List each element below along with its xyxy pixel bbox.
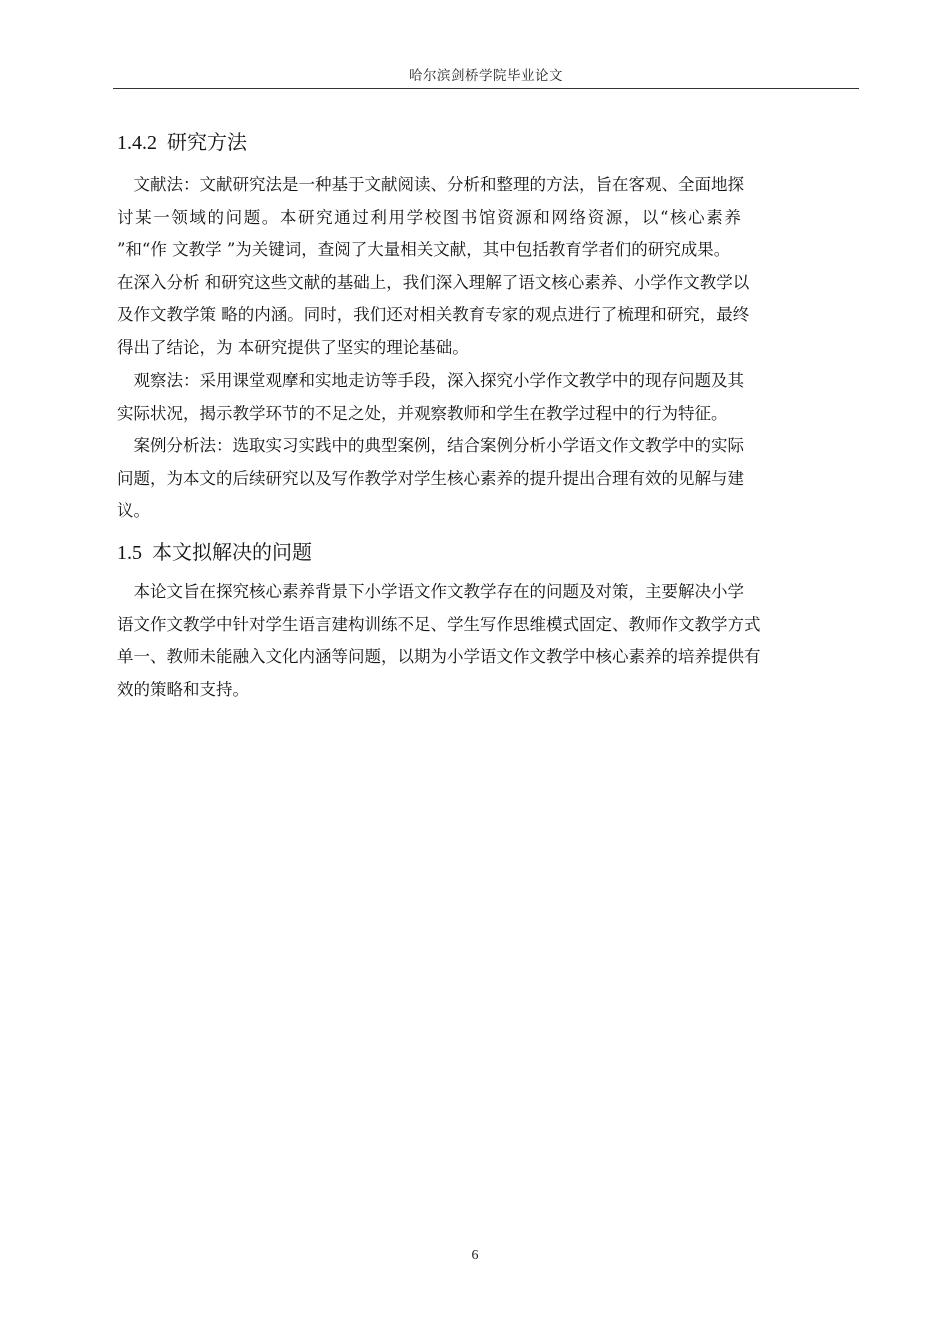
paragraph-observation-method [117,365,861,430]
text-line: 实际状况，揭示教学环节的不足之处，并观察教师和学生在教学过程中的行为特征。 [117,403,728,423]
page-number: 6 [471,1248,479,1263]
text-line: 得出了结论，为 本研究提供了坚实的理论基础。 [117,337,469,357]
paragraph-problems-to-solve [117,576,861,706]
section-title: 本文拟解决的问题 [152,540,312,564]
text-line: 效的策略和支持。 [117,679,249,699]
text-line: 问题，为本文的后续研究以及写作教学对学生核心素养的提升提出合理有效的见解与建 [117,468,744,488]
paragraph-case-analysis-method [117,430,861,528]
text-line: 本论文旨在探究核心素养背景下小学语文作文教学存在的问题及对策，主要解决小学 [117,582,744,601]
text-line: ”和“作 文教学 ”为关键词，查阅了大量相关文献，其中包括教育学者们的研究成果。 [117,240,731,259]
paragraph-literature-method [117,169,861,364]
text-line: 案例分析法：选取实习实践中的典型案例，结合案例分析小学语文作文教学中的实际 [117,436,744,455]
text-line: 及作文教学策 略的内涵。同时，我们还对相关教育专家的观点进行了梳理和研究，最终 [117,305,750,324]
text-line: 讨某一领域的问题。本研究通过利用学校图书馆资源和网络资源，以“核心素养 [117,207,743,227]
section-title: 研究方法 [167,130,247,154]
header-rule [113,88,859,89]
text-line: 语文作文教学中针对学生语言建构训练不足、学生写作思维模式固定、教师作文教学方式 [117,614,761,634]
section-number: 1.4.2 [117,132,157,154]
text-line: 在深入分析 和研究这些文献的基础上，我们深入理解了语文核心素养、小学作文教学以 [117,272,750,292]
text-line: 议。 [117,501,150,520]
section-heading-1-5 [117,536,312,565]
section-heading-1-4-2 [117,126,247,155]
running-header: 哈尔滨剑桥学院毕业论文 [409,68,563,84]
text-line: 文献法：文献研究法是一种基于文献阅读、分析和整理的方法，旨在客观、全面地探 [117,175,744,194]
text-line: 单一、教师未能融入文化内涵等问题，以期为小学语文作文教学中核心素养的培养提供有 [117,647,761,666]
section-number: 1.5 [117,542,142,564]
text-line: 观察法：采用课堂观摩和实地走访等手段，深入探究小学作文教学中的现存问题及其 [117,371,744,390]
